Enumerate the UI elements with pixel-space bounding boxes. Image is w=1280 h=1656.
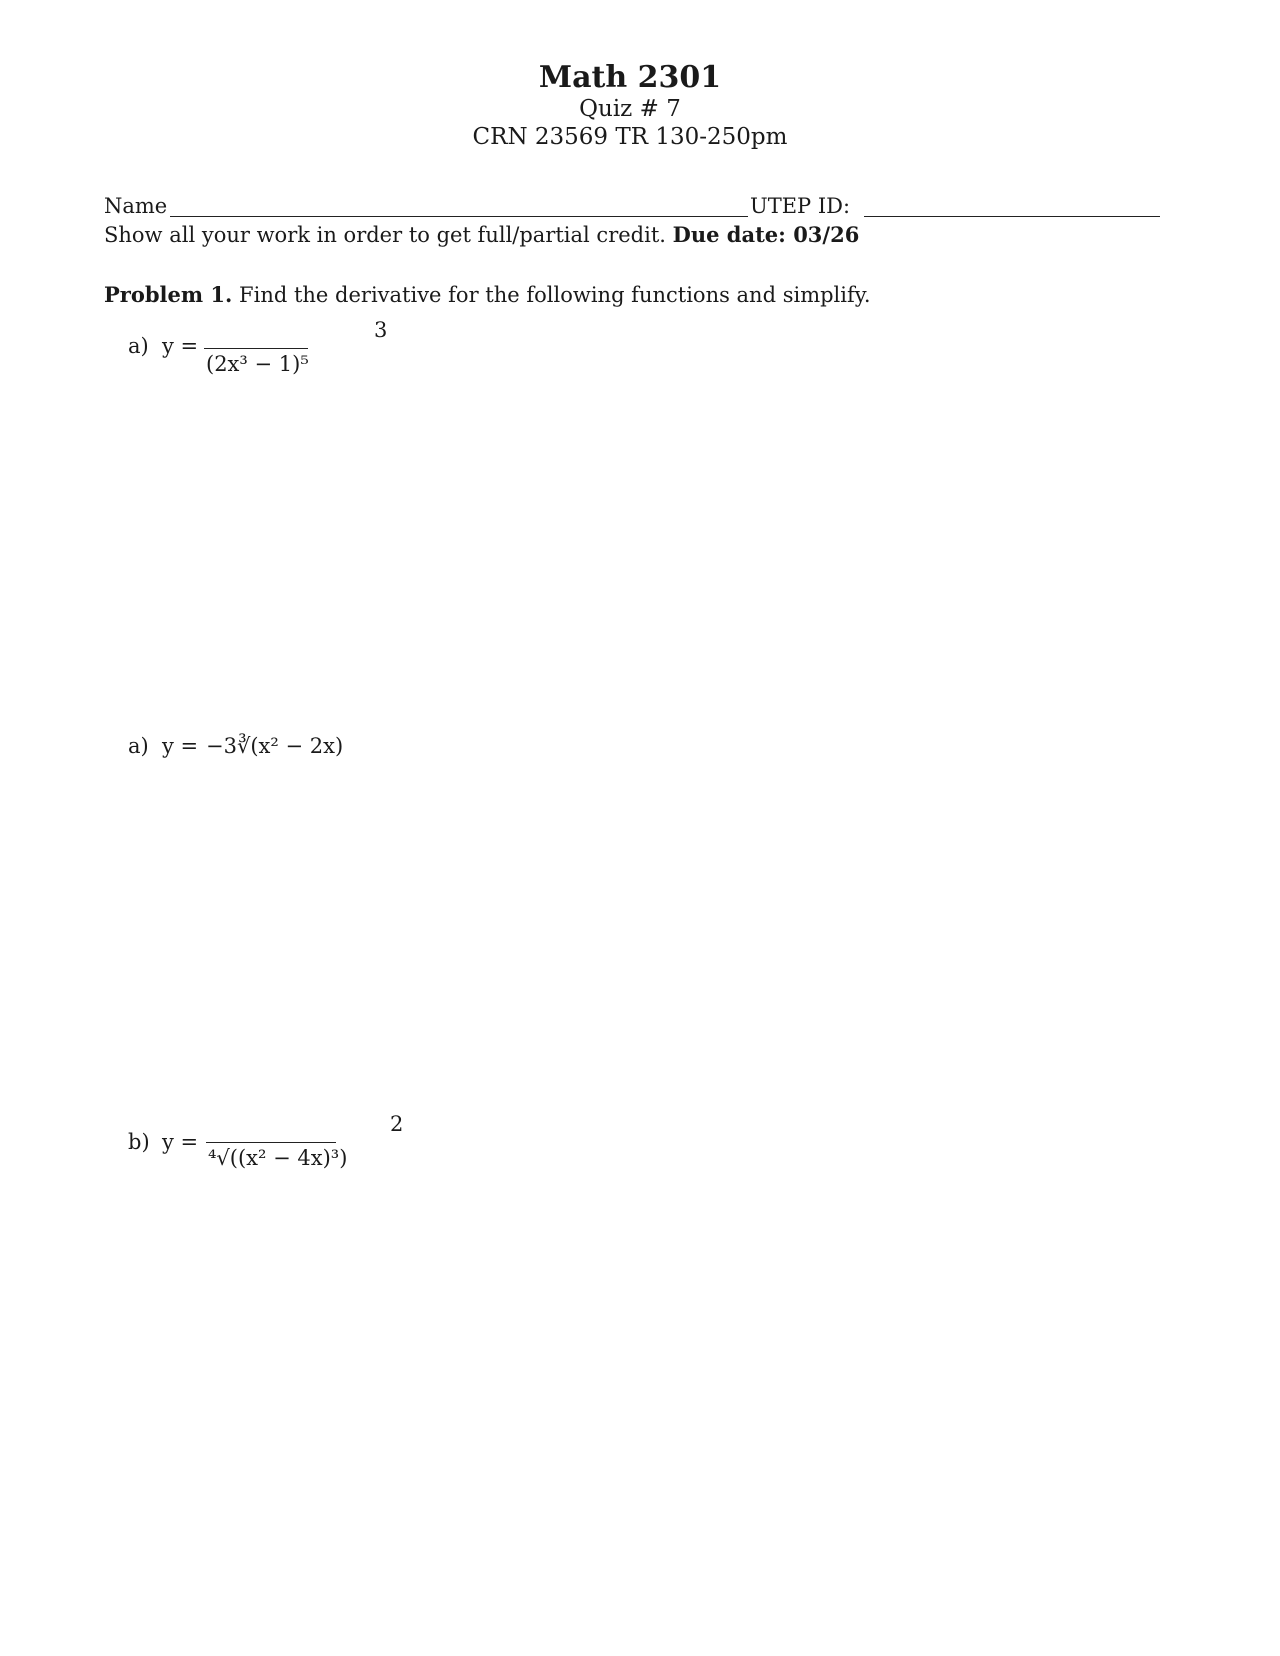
name-blank[interactable] — [170, 216, 748, 217]
item-lhs: y = — [162, 734, 199, 758]
problem-item-b — [128, 1112, 428, 1182]
problem-label: Problem 1. — [104, 282, 233, 307]
problem-item-a2 — [128, 730, 428, 770]
problem-heading — [104, 282, 871, 307]
item-label: a) — [128, 734, 149, 758]
item-expression: −3∛(x² − 2x) — [206, 734, 344, 758]
item-lhs: y = — [162, 334, 199, 358]
name-label: Name — [104, 194, 168, 218]
quiz-number: Quiz # 7 — [579, 96, 681, 122]
fraction-bar — [204, 348, 308, 349]
id-label: UTEP ID: — [750, 194, 851, 218]
item-label: a) — [128, 334, 149, 358]
item-lhs: y = — [162, 1130, 199, 1154]
fraction-bar — [206, 1142, 336, 1143]
item-label: b) — [128, 1130, 150, 1154]
student-info-row — [104, 194, 1160, 222]
instructions-text: Show all your work in order to get full/partial credit. — [104, 223, 666, 247]
fraction-denominator: ⁴√((x² − 4x)³) — [208, 1146, 348, 1170]
page-title: Math 2301 — [538, 60, 722, 95]
id-blank[interactable] — [864, 216, 1160, 217]
problem-item-a1 — [128, 318, 388, 388]
due-date: Due date: 03/26 — [672, 222, 860, 247]
course-info: CRN 23569 TR 130-250pm — [472, 124, 788, 150]
fraction-numerator: 3 — [374, 318, 388, 342]
fraction-denominator: (2x³ − 1)⁵ — [206, 352, 309, 376]
problem-text: Find the derivative for the following functions and simplify. — [239, 283, 871, 307]
instructions — [104, 222, 859, 247]
fraction-numerator: 2 — [390, 1112, 404, 1136]
